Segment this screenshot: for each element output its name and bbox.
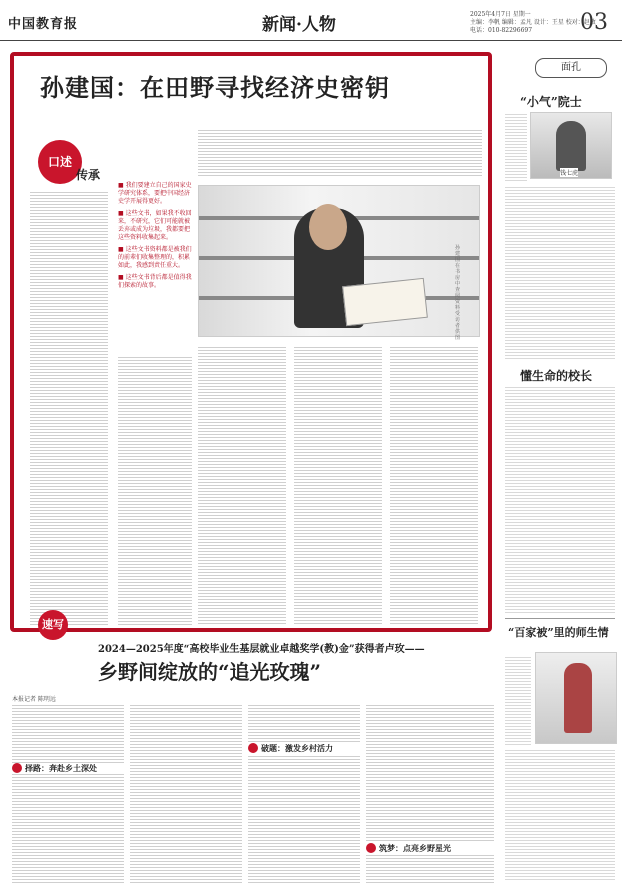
bottom-column-1 xyxy=(12,703,124,883)
page-number: 03 xyxy=(580,10,608,35)
date: 2025年4月7日 星期一 xyxy=(470,11,531,18)
quote-item: ■ 这些文书，如果我不收回来，不研究，它们可能就被丢弃或成为垃圾，我都要把这些资料收集起来。 xyxy=(118,210,192,241)
feature-column-5 xyxy=(390,345,478,625)
tag-faces: 面孔 xyxy=(535,58,607,78)
subhead: 择路：奔赴乡土深处 xyxy=(25,763,97,773)
story-subtitle: 2024—2025年度“高校毕业生基层就业卓越奖学(教)金”获得者卢玫—— xyxy=(98,644,425,655)
editor-credits: 主编：李帆 编辑：孟凡 设计：王星 校对：赵敏 xyxy=(470,19,596,26)
quote-list xyxy=(118,182,192,352)
quote-item: ■ 我们要建立自己的国家史学研究体系，要把中国经济史学开展得更好。 xyxy=(118,182,192,205)
subhead-icon xyxy=(12,763,22,773)
subhead-icon xyxy=(366,843,376,853)
badge-suffix: 传承 xyxy=(76,168,101,182)
subhead: 破题：激发乡村活力 xyxy=(261,743,333,753)
bottom-column-4 xyxy=(366,703,494,883)
quote-item: ■ 这些文书资料都是被我们的前辈们收集整理的，积累如此，我感到责任重大。 xyxy=(118,246,192,269)
story-photo-3 xyxy=(535,652,617,744)
divider xyxy=(505,618,615,619)
story-text-3a xyxy=(505,655,531,745)
story-text-1b xyxy=(505,185,615,360)
story-title-2: 懂生命的校长 xyxy=(520,369,593,383)
photo-caption-1: 钱七虎 xyxy=(560,170,579,177)
feature-column-2 xyxy=(118,355,192,625)
feature-column-4 xyxy=(294,345,382,625)
newspaper-logo: 中国教育报 xyxy=(8,17,79,32)
section-title: 新闻·人物 xyxy=(262,15,336,35)
badge-sketch: 速写 xyxy=(38,610,68,640)
feature-column-3 xyxy=(198,345,286,625)
story-text-3b xyxy=(505,748,615,880)
bottom-column-3 xyxy=(248,703,360,883)
story-text-1a xyxy=(505,112,527,182)
phone: 电话：010-82296697 xyxy=(470,27,533,34)
feature-intro xyxy=(198,128,482,178)
quote-item: ■ 这些文书背后都是值得我们探索的故事。 xyxy=(118,274,192,289)
subhead-icon xyxy=(248,743,258,753)
story-title-1: “小气”院士 xyxy=(520,95,582,109)
portrait-photo xyxy=(198,185,480,337)
story-title: 乡野间绽放的“追光玫瑰” xyxy=(98,660,322,684)
badge-oral: 口述 xyxy=(38,140,82,184)
subhead: 筑梦：点亮乡野星光 xyxy=(379,843,451,853)
feature-column-1 xyxy=(30,190,108,625)
feature-title: 孙建国：在田野寻找经济史密钥 xyxy=(40,73,390,102)
bottom-column-2 xyxy=(130,703,242,883)
photo-credit: 孙建国在书房中查阅资料 受访者供图 xyxy=(455,245,461,341)
story-text-2 xyxy=(505,385,615,615)
byline: 本报记者 陈明远 xyxy=(12,696,56,703)
story-title-3: “百家被”里的师生情 xyxy=(508,626,609,639)
dateline xyxy=(470,11,596,35)
